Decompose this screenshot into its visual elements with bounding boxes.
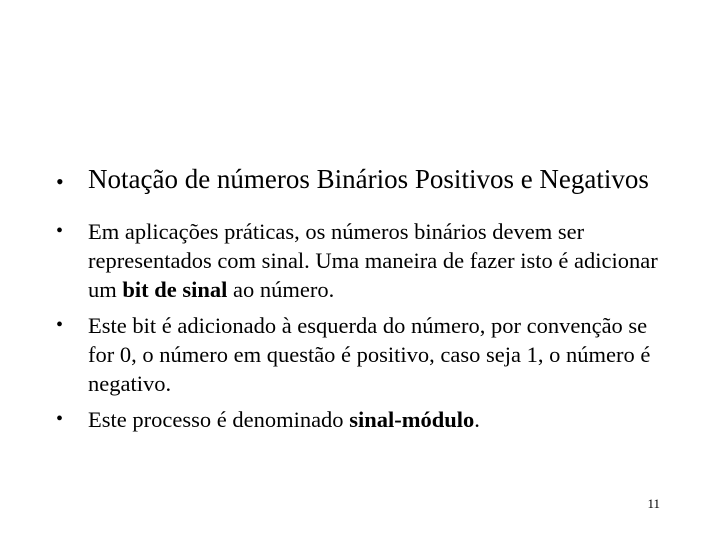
page-number: 11: [647, 496, 660, 511]
bullet-icon: •: [56, 408, 64, 430]
bullet-icon: •: [56, 220, 64, 242]
bullet-text: [88, 219, 658, 302]
bullet-text-part: Este processo é denominado: [88, 407, 350, 432]
bullet-item-signed-representation: [56, 217, 666, 304]
bullet-item-sign-magnitude: [56, 405, 666, 434]
bullet-text-part: .: [474, 407, 480, 432]
bullet-text: [88, 407, 480, 432]
bullet-list: [56, 162, 666, 441]
bullet-text-part: ao número.: [227, 277, 335, 302]
bullet-item-sign-bit: [56, 311, 666, 398]
bullet-text-part: Em aplicações práticas, os números binários devem ser representados com sinal. Uma maneira de fazer isto é adicionar um: [88, 219, 658, 302]
bullet-text: Notação de números Binários Positivos e Negativos: [88, 164, 649, 194]
bold-term: sinal-módulo: [349, 407, 475, 432]
bold-term: bit de sinal: [122, 277, 228, 302]
bullet-item-heading: [56, 162, 666, 197]
bullet-text: Este bit é adicionado à esquerda do número, por convenção se for 0, o número em questão é positivo, caso seja 1, o número é negativo.: [88, 313, 651, 396]
bullet-icon: •: [56, 169, 64, 194]
bullet-icon: •: [56, 314, 64, 336]
